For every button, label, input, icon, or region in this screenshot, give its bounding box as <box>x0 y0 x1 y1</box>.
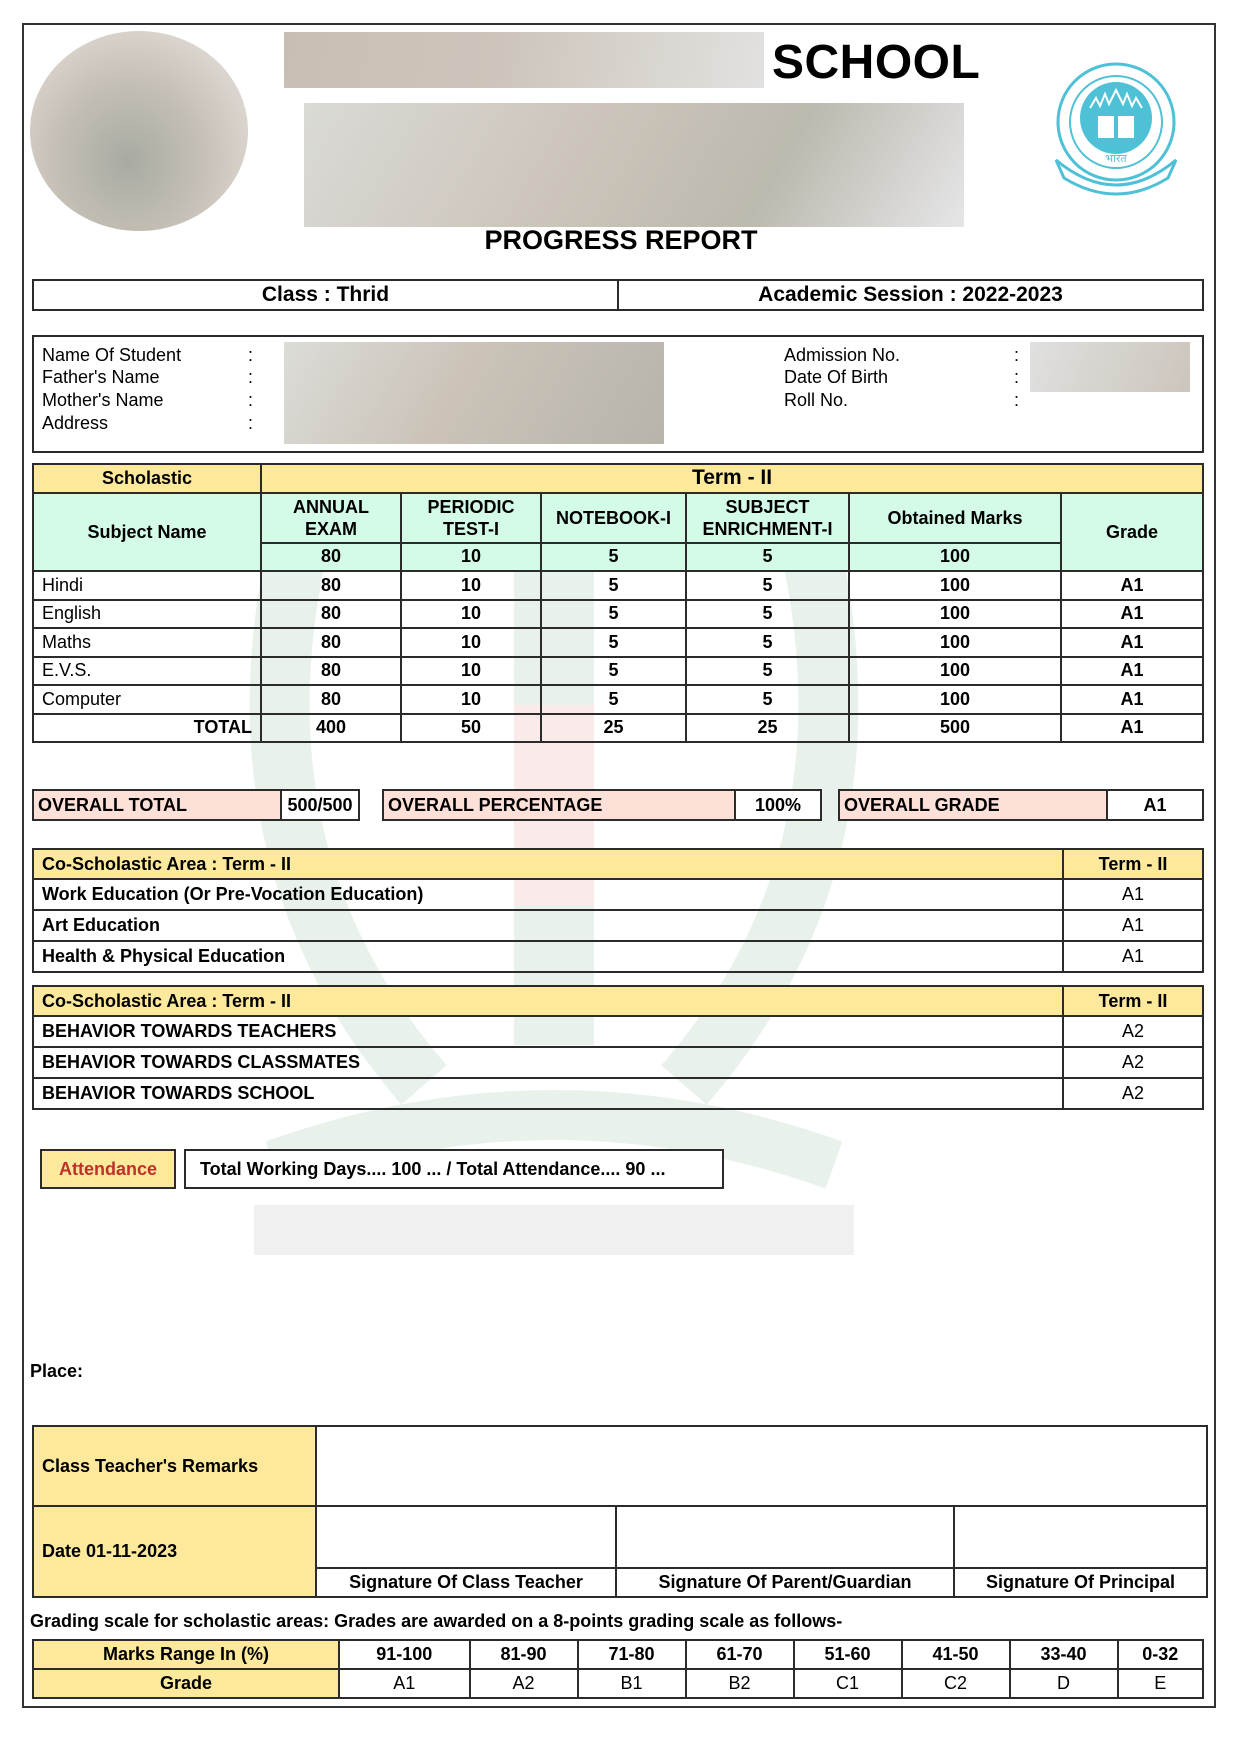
class-teacher-signature-field[interactable] <box>316 1506 616 1568</box>
co-scholastic-table-1: Co-Scholastic Area : Term - II Term - II Work Education (Or Pre-Vocation Education) A1 Art Education A1 Health & Physical Education A1 <box>32 848 1204 973</box>
col-header-notebook: NOTEBOOK-I <box>541 493 686 543</box>
co-scholastic-table-2: Co-Scholastic Area : Term - II Term - II BEHAVIOR TOWARDS TEACHERS A2 BEHAVIOR TOWARDS CLASSMATES A2 BEHAVIOR TOWARDS SCHOOL A2 <box>32 985 1204 1110</box>
attendance-label: Attendance <box>40 1149 176 1189</box>
school-address-redacted <box>304 103 964 227</box>
parent-signature-label: Signature Of Parent/Guardian <box>616 1568 954 1597</box>
table-row: English 80 10 5 5 100 A1 <box>33 600 1203 629</box>
table-row: Hindi 80 10 5 5 100 A1 <box>33 571 1203 600</box>
cbse-logo-icon <box>1046 60 1186 200</box>
col-header-enrichment: SUBJECT ENRICHMENT-I <box>686 493 849 543</box>
max-notebook: 5 <box>541 543 686 572</box>
table-row: Maths 80 10 5 5 100 A1 <box>33 628 1203 657</box>
table-row: Health & Physical Education A1 <box>33 941 1203 972</box>
class-label: Class : Thrid <box>33 280 618 310</box>
school-name-redacted <box>284 32 764 88</box>
grade-header: Grade <box>1061 493 1203 572</box>
place-label: Place: <box>30 1361 84 1381</box>
remarks-field[interactable] <box>316 1426 1207 1506</box>
student-photo-redacted <box>30 31 248 231</box>
max-enrichment: 5 <box>686 543 849 572</box>
table-row: E.V.S. 80 10 5 5 100 A1 <box>33 657 1203 686</box>
total-row: TOTAL 400 50 25 25 500 A1 <box>33 714 1203 743</box>
report-card-page <box>22 23 1216 1708</box>
remarks-signature-table <box>32 1425 1208 1598</box>
scholastic-table <box>32 463 1204 743</box>
student-details-redacted <box>284 342 664 444</box>
table-row: BEHAVIOR TOWARDS TEACHERS A2 <box>33 1016 1203 1047</box>
overall-total-box: OVERALL TOTAL 500/500 <box>32 789 360 821</box>
col-header-obtained: Obtained Marks <box>849 493 1061 543</box>
remarks-label: Class Teacher's Remarks <box>33 1426 316 1506</box>
page-title: PROGRESS REPORT <box>484 225 758 255</box>
student-info-box: Name Of Student : Father's Name : Mother's Name : Address : Admission No. : Date Of Birth : Roll No. : <box>32 335 1204 453</box>
class-session-row <box>32 279 1204 311</box>
max-obtained: 100 <box>849 543 1061 572</box>
scholastic-label: Scholastic <box>33 464 261 493</box>
max-annual: 80 <box>261 543 401 572</box>
school-word: SCHOOL <box>772 36 981 89</box>
term-label: Term - II <box>261 464 1203 493</box>
col-header-annual: ANNUAL EXAM <box>261 493 401 543</box>
session-label: Academic Session : 2022-2023 <box>618 280 1203 310</box>
principal-signature-label: Signature Of Principal <box>954 1568 1207 1597</box>
admission-dob-redacted <box>1030 342 1190 392</box>
table-row: BEHAVIOR TOWARDS CLASSMATES A2 <box>33 1047 1203 1078</box>
date-label: Date 01-11-2023 <box>33 1506 316 1597</box>
attendance-value: Total Working Days.... 100 ... / Total Attendance.... 90 ... <box>184 1149 724 1189</box>
max-periodic: 10 <box>401 543 541 572</box>
grading-scale-table: Marks Range In (%) 91-100 81-90 71-80 61-70 51-60 41-50 33-40 0-32 Grade A1 A2 B1 B2 C1 C2 D E <box>32 1639 1204 1699</box>
table-row: Work Education (Or Pre-Vocation Education) A1 <box>33 879 1203 910</box>
overall-percentage-box: OVERALL PERCENTAGE 100% <box>382 789 822 821</box>
table-row: Art Education A1 <box>33 910 1203 941</box>
principal-signature-field[interactable] <box>954 1506 1207 1568</box>
class-teacher-signature-label: Signature Of Class Teacher <box>316 1568 616 1597</box>
table-row: BEHAVIOR TOWARDS SCHOOL A2 <box>33 1078 1203 1109</box>
parent-signature-field[interactable] <box>616 1506 954 1568</box>
col-header-periodic: PERIODIC TEST-I <box>401 493 541 543</box>
svg-text:भारत: भारत <box>1105 152 1127 165</box>
grading-scale-note: Grading scale for scholastic areas: Grades are awarded on a 8-points grading scale as follows- <box>30 1611 843 1631</box>
subject-name-header: Subject Name <box>33 493 261 572</box>
overall-grade-box: OVERALL GRADE A1 <box>838 789 1204 821</box>
table-row: Computer 80 10 5 5 100 A1 <box>33 685 1203 714</box>
